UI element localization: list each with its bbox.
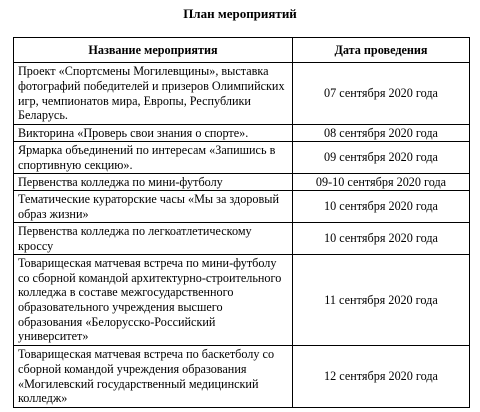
table-row	[14, 142, 470, 174]
event-date-cell: 08 сентября 2020 года	[293, 125, 470, 142]
table-row	[14, 223, 470, 255]
column-header-event-date: Дата проведения	[293, 38, 470, 63]
event-name-cell: Первенства колледжа по легкоатлетическому кроссу	[14, 223, 293, 255]
event-name-cell: Проект «Спортсмены Могилевщины», выставка фотографий победителей и призеров Олимпийских игр, чемпионатов мира, Европы, Республики Беларусь.	[14, 63, 293, 125]
event-name-cell: Ярмарка объединений по интересам «Запишись в спортивную секцию».	[14, 142, 293, 174]
event-name-cell: Товарищеская матчевая встреча по баскетболу со сборной командой учреждения образования «Могилевский государственный медицинский колледж»	[14, 346, 293, 408]
event-name-cell: Первенства колледжа по мини-футболу	[14, 174, 293, 191]
table-row	[14, 346, 470, 408]
event-name-cell: Товарищеская матчевая встреча по мини-футболу со сборной командой архитектурно-строительного колледжа в составе межгосударственного образовательного учреждения высшего образования «Белорусско-Российский университет»	[14, 255, 293, 346]
event-date-cell: 11 сентября 2020 года	[293, 255, 470, 346]
table-row	[14, 63, 470, 125]
event-date-cell: 09-10 сентября 2020 года	[293, 174, 470, 191]
event-name-cell: Тематические кураторские часы «Мы за здоровый образ жизни»	[14, 191, 293, 223]
event-date-cell: 10 сентября 2020 года	[293, 191, 470, 223]
table-header-row	[14, 38, 470, 63]
event-date-cell: 09 сентября 2020 года	[293, 142, 470, 174]
event-date-cell: 10 сентября 2020 года	[293, 223, 470, 255]
event-name-cell: Викторина «Проверь свои знания о спорте».	[14, 125, 293, 142]
table-row	[14, 255, 470, 346]
table-row	[14, 174, 470, 191]
event-date-cell: 12 сентября 2020 года	[293, 346, 470, 408]
table-row	[14, 125, 470, 142]
table-row	[14, 191, 470, 223]
column-header-event-name: Название мероприятия	[14, 38, 293, 63]
page-title: План мероприятий	[183, 6, 297, 21]
events-table	[13, 37, 470, 408]
event-date-cell: 07 сентября 2020 года	[293, 63, 470, 125]
